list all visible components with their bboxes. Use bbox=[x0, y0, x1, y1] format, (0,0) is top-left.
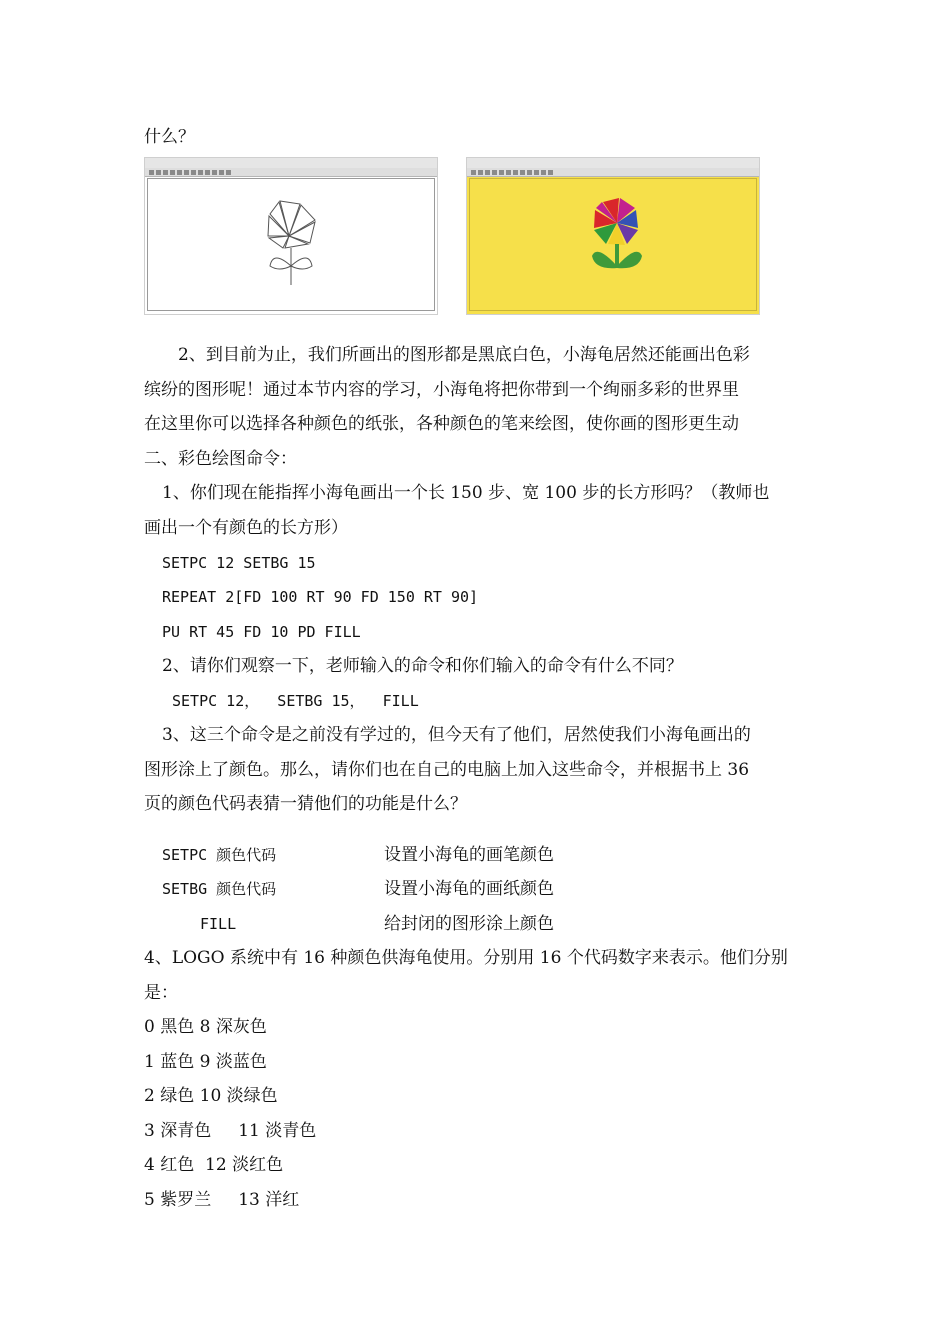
color-code-line: 5 紫罗兰 13 洋红 bbox=[144, 1190, 300, 1210]
command-desc: 给封闭的图形涂上颜色 bbox=[384, 914, 554, 934]
text-line: 是： bbox=[144, 983, 178, 1003]
outline-flower-drawing bbox=[145, 158, 438, 315]
command-name: SETPC 颜色代码 bbox=[162, 846, 277, 864]
color-code-line: 3 深青色 11 淡青色 bbox=[144, 1121, 317, 1141]
text-line: 在这里你可以选择各种颜色的纸张，各种颜色的笔来绘图，使你画的图形更生动 bbox=[144, 414, 739, 434]
code-line: SETPC 12， SETBG 15， FILL bbox=[172, 692, 419, 710]
text-line: 什么？ bbox=[144, 127, 195, 147]
text-line: 1、你们现在能指挥小海龟画出一个长 150 步、宽 100 步的长方形吗？（教师也 bbox=[162, 483, 770, 503]
text-line: 2、到目前为止，我们所画出的图形都是黑底白色，小海龟居然还能画出色彩 bbox=[178, 345, 750, 365]
command-desc: 设置小海龟的画纸颜色 bbox=[384, 879, 554, 899]
code-line: SETPC 12 SETBG 15 bbox=[162, 554, 316, 572]
color-code-line: 2 绿色 10 淡绿色 bbox=[144, 1086, 278, 1106]
color-code-line: 1 蓝色 9 淡蓝色 bbox=[144, 1052, 267, 1072]
logo-screenshot-outline bbox=[144, 157, 438, 315]
code-line: REPEAT 2[FD 100 RT 90 FD 150 RT 90] bbox=[162, 588, 479, 606]
text-line: 2、请你们观察一下，老师输入的命令和你们输入的命令有什么不同？ bbox=[162, 656, 683, 676]
command-name: SETBG 颜色代码 bbox=[162, 880, 277, 898]
text-line: 4、LOGO 系统中有 16 种颜色供海龟使用。分别用 16 个代码数字来表示。他们分别 bbox=[144, 948, 788, 968]
text-line: 缤纷的图形呢！通过本节内容的学习，小海龟将把你带到一个绚丽多彩的世界里 bbox=[144, 380, 739, 400]
text-line: 画出一个有颜色的长方形） bbox=[144, 518, 348, 538]
color-code-line: 4 红色 12 淡红色 bbox=[144, 1155, 284, 1175]
command-desc: 设置小海龟的画笔颜色 bbox=[384, 845, 554, 865]
logo-screenshot-colored bbox=[466, 157, 760, 315]
code-line: PU RT 45 FD 10 PD FILL bbox=[162, 623, 361, 641]
color-code-line: 0 黑色 8 深灰色 bbox=[144, 1017, 267, 1037]
section-heading: 二、彩色绘图命令： bbox=[144, 449, 297, 469]
text-line: 图形涂上了颜色。那么，请你们也在自己的电脑上加入这些命令，并根据书上 36 bbox=[144, 760, 750, 780]
colored-flower-drawing bbox=[467, 158, 760, 315]
command-name: FILL bbox=[200, 915, 237, 933]
text-line: 3、这三个命令是之前没有学过的，但今天有了他们，居然使我们小海龟画出的 bbox=[162, 725, 751, 745]
text-line: 页的颜色代码表猜一猜他们的功能是什么？ bbox=[144, 794, 467, 814]
